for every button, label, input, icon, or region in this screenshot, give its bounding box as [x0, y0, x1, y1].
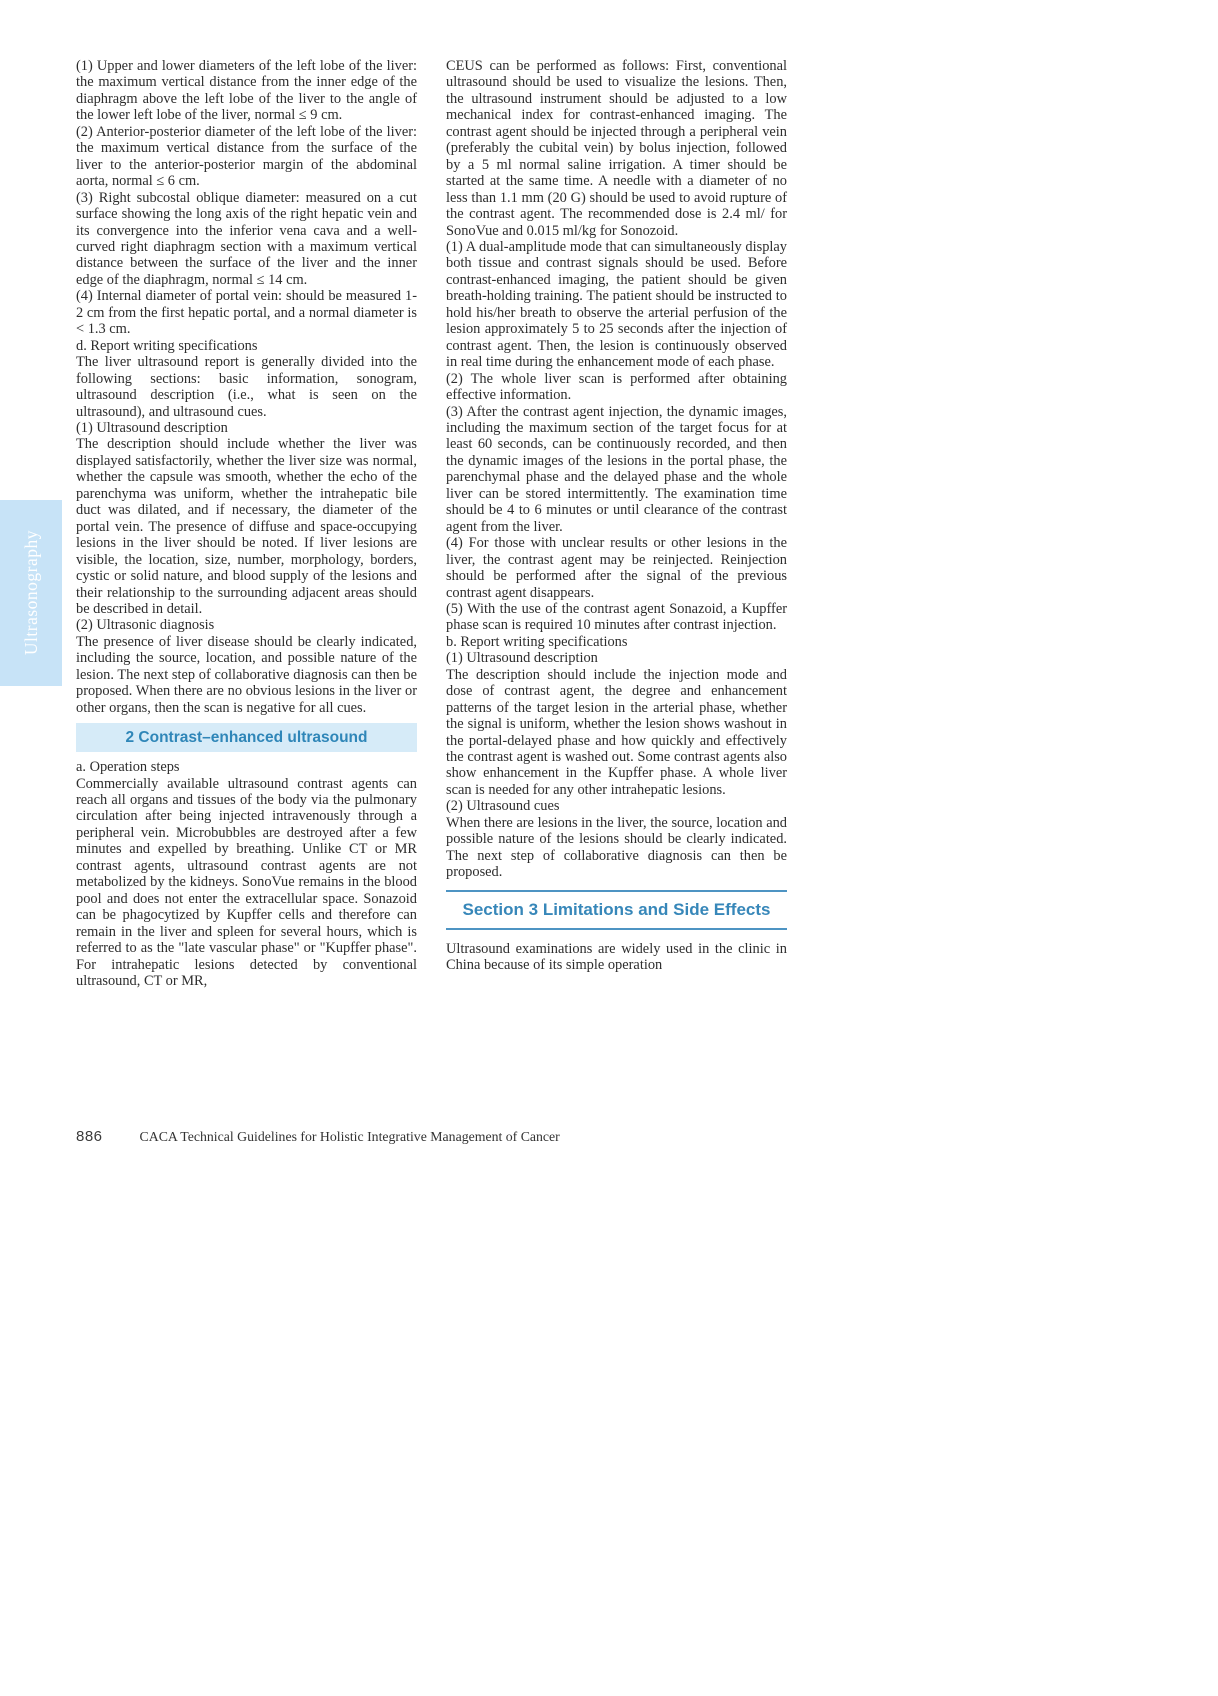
section-heading: Section 3 Limitations and Side Effects	[446, 890, 787, 930]
paragraph: The description should include whether the liver was displayed satisfactorily, whether the liver size was normal, whether the capsule was smooth, whether the echo of the parenchyma was uniform, whether the intrahepatic bile duct was dilated, and if necessary, the diameter of the portal vein. The presence of diffuse and space-occupying lesions in the liver should be noted. If liver lesions are visible, the location, size, number, morphology, borders, cystic or solid nature, and blood supply of the lesions and their relationship to the surrounding adjacent areas should be described in detail.	[76, 436, 417, 617]
paragraph: (1) Ultrasound description	[446, 650, 598, 667]
paragraph: The description should include the injection mode and dose of contrast agent, the degree and enhancement patterns of the target lesion in the arterial phase, whether the signal is uniform, whether the lesion shows washout in the portal-delayed phase and how quickly and effectively the contrast agent is washed out. Some contrast agents also show enhancement in the Kupffer phase. A whole liver scan is needed for any other intrahepatic lesions.	[446, 666, 787, 798]
paragraph: (1) Upper and lower diameters of the left lobe of the liver: the maximum vertical distance from the inner edge of the diaphragm above the left lobe of the liver to the angle of the lower left lobe of the liver, normal ≤ 9 cm.	[76, 58, 417, 124]
chapter-side-tab	[0, 500, 62, 686]
paragraph: (4) Internal diameter of portal vein: should be measured 1-2 cm from the first hepatic portal, and a normal diameter is < 1.3 cm.	[76, 288, 417, 338]
paragraph: (2) Ultrasonic diagnosis	[76, 617, 215, 634]
paragraph: b. Report writing specifications	[446, 633, 628, 650]
left-column	[76, 58, 417, 989]
paragraph: (2) The whole liver scan is performed after obtaining effective information.	[446, 370, 787, 404]
page-footer	[76, 1128, 560, 1145]
paragraph: (1) Ultrasound description	[76, 419, 228, 436]
paragraph: The presence of liver disease should be clearly indicated, including the source, location, and possible nature of the lesion. The next step of collaborative diagnosis can then be proposed. When there are no obvious lesions in the liver or other organs, then the scan is negative for all cues.	[76, 633, 417, 716]
paragraph: When there are lesions in the liver, the source, location and possible nature of the lesions should be clearly indicated. The next step of collaborative diagnosis can then be proposed.	[446, 814, 787, 881]
paragraph: Commercially available ultrasound contrast agents can reach all organs and tissues of the body via the pulmonary circulation after being injected intravenously through a peripheral vein. Microbubbles are destroyed after a few minutes and expelled by breathing. Unlike CT or MR contrast agents, ultrasound contrast agents are not metabolized by the kidneys. SonoVue remains in the blood pool and does not enter the extracellular space. Sonazoid can be phagocytized by Kupffer cells and therefore can remain in the liver and spleen for several hours, which is referred to as the "late vascular phase" or "Kupffer phase". For intrahepatic lesions detected by conventional ultrasound, CT or MR,	[76, 775, 417, 990]
right-column	[446, 58, 787, 989]
paragraph: (2) Anterior-posterior diameter of the left lobe of the liver: the maximum vertical distance from the surface of the liver to the anterior-posterior margin of the abdominal aorta, normal ≤ 6 cm.	[76, 123, 417, 190]
paragraph: d. Report writing specifications	[76, 337, 258, 354]
paragraph: CEUS can be performed as follows: First, conventional ultrasound should be used to visualize the lesions. Then, the ultrasound instrument should be adjusted to a low mechanical index for contrast-enhanced imaging. The contrast agent should be injected through a peripheral vein (preferably the cubital vein) by bolus injection, followed by a 5 ml normal saline irrigation. A timer should be started at the same time. A needle with a diameter of no less than 1.1 mm (20 G) should be used to avoid rupture of the contrast agent. The recommended dose is 2.4 ml/ for SonoVue and 0.015 ml/kg for Sonozoid.	[446, 58, 787, 239]
paragraph: (3) Right subcostal oblique diameter: measured on a cut surface showing the long axis of the right hepatic vein and its convergence into the inferior vena cava and a well-curved right diaphragm section with a maximum vertical distance between the surface of the liver and the inner edge of the diaphragm, normal ≤ 14 cm.	[76, 189, 417, 288]
paragraph: (1) A dual-amplitude mode that can simultaneously display both tissue and contrast signals should be used. Before contrast-enhanced imaging, the patient should be given breath-holding training. The patient should be instructed to hold his/her breath to observe the arterial perfusion of the lesion approximately 5 to 25 seconds after the injection of contrast agent. Then, the lesion is continuously observed in real time during the enhancement mode of each phase.	[446, 238, 787, 371]
paragraph: (3) After the contrast agent injection, the dynamic images, including the maximum section of the target focus for at least 60 seconds, can be continuously recorded, and then the dynamic images of the lesions in the portal phase, the parenchymal phase and the delayed phase and the whole liver can be stored intermittently. The examination time should be 4 to 6 minutes or until clearance of the contrast agent from the liver.	[446, 403, 787, 535]
chapter-side-tab-label: Ultrasonography	[20, 530, 41, 656]
paragraph: Ultrasound examinations are widely used in the clinic in China because of its simple operation	[446, 940, 787, 974]
two-column-content	[76, 58, 787, 989]
subsection-heading: 2 Contrast–enhanced ultrasound	[76, 723, 417, 752]
paragraph: (2) Ultrasound cues	[446, 798, 560, 815]
page-number: 886	[76, 1128, 103, 1145]
paragraph: (5) With the use of the contrast agent Sonazoid, a Kupffer phase scan is required 10 minutes after contrast injection.	[446, 600, 787, 634]
footer-title: CACA Technical Guidelines for Holistic Integrative Management of Cancer	[139, 1129, 560, 1144]
paragraph: (4) For those with unclear results or other lesions in the liver, the contrast agent may be reinjected. Reinjection should be performed after the signal of the previous contrast agent disappears.	[446, 535, 787, 601]
paragraph: The liver ultrasound report is generally divided into the following sections: basic information, sonogram, ultrasound description (i.e., what is seen on the ultrasound), and ultrasound cues.	[76, 354, 417, 420]
paragraph: a. Operation steps	[76, 759, 180, 776]
